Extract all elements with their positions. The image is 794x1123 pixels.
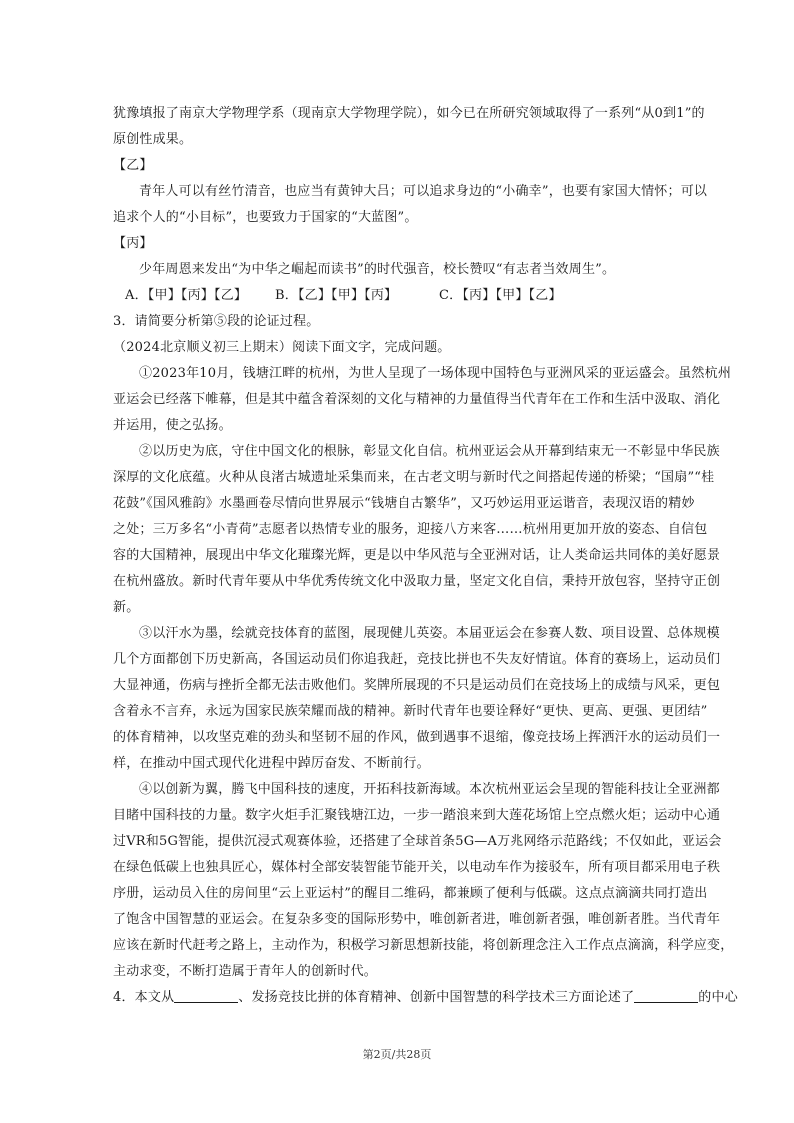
text-line: 几个方面都创下历史新高，各国运动员们你追我赶，竞技比拼也不失友好情谊。体育的赛场上，运动员们 xyxy=(113,652,721,667)
text-line: 犹豫填报了南京大学物理学系（现南京大学物理学院），如今已在所研究领域取得了一系列“从0到1”的 xyxy=(113,106,705,121)
text-line: 青年人可以有丝竹清音，也应当有黄钟大吕；可以追求身边的“小确幸”，也要有家国大情怀；可以 xyxy=(139,184,708,199)
text-line: 容的大国精神，展现出中华文化璀璨光辉，更是以中华风范与全亚洲对话，让人类命运共同体的美好愿景 xyxy=(113,548,721,563)
question-4-prefix: 4．本文从 xyxy=(113,990,175,1005)
text-line: 序册，运动员入住的房间里“云上亚运村”的醒目二维码，都兼顾了便利与低碳。这点点滴滴共同打造出 xyxy=(113,886,708,901)
option-a: A．【甲】【丙】【乙】 xyxy=(125,288,248,303)
answer-blank-2[interactable] xyxy=(634,988,698,1003)
text-line: 目睹中国科技的力量。数字火炬手汇聚钱塘江边，一步一踏浪来到大莲花场馆上空点燃火炬；运动中心通 xyxy=(113,808,721,823)
text-line: 在杭州盛放。新时代青年要从中华优秀传统文化中汲取力量，坚定文化自信，秉持开放包容，坚持守正创 xyxy=(113,574,721,589)
question-4 xyxy=(113,985,738,1011)
text-line: 花鼓”《国风雅韵》水墨画卷尽情向世界展示“钱塘自古繁华”，又巧妙运用亚运谐音，表现汉语的精妙 xyxy=(113,496,695,511)
article-paragraph-1 xyxy=(113,361,732,439)
option-b: B．【乙】【甲】【丙】 xyxy=(275,288,398,303)
text-line: 大显神通，伤病与挫折全都无法击败他们。奖牌所展现的不只是运动员们在竞技场上的成绩与风采，更包 xyxy=(113,678,721,693)
text-line: 了饱含中国智慧的亚运会。在复杂多变的国际形势中，唯创新者进，唯创新者强，唯创新者胜。当代青年 xyxy=(113,912,721,927)
answer-options xyxy=(113,283,687,309)
text-line: 在绿色低碳上也独具匠心，媒体村全部安装智能节能开关，以电动车作为接驳车，所有项目都采用电子秩 xyxy=(113,860,721,875)
page-content xyxy=(113,101,738,1011)
text-line: ③以汗水为墨，绘就竞技体育的蓝图，展现健儿英姿。本届亚运会在参赛人数、项目设置、总体规模 xyxy=(139,626,720,641)
section-yi xyxy=(113,153,708,231)
text-line: 深厚的文化底蕴。火种从良渚古城遗址采集而来，在古老文明与新时代之间搭起传递的桥梁；“国扇”“桂 xyxy=(113,470,715,485)
top-paragraph xyxy=(113,101,705,153)
article-paragraph-3 xyxy=(113,621,721,777)
question-4-suffix: 的中心 xyxy=(698,990,738,1005)
text-line: ②以历史为底，守住中国文化的根脉，彰显文化自信。杭州亚运会从开幕到结束无一不彰显中华民族 xyxy=(139,444,720,459)
text-line: 含着永不言弃，永远为国家民族荣耀而战的精神。新时代青年也要诠释好“更快、更高、更强、更团结” xyxy=(113,704,708,719)
text-line: 亚运会已经落下帷幕，但是其中蕴含着深刻的文化与精神的力量值得当代青年在工作和生活中汲取、消化 xyxy=(113,392,721,407)
text-line: 少年周恩来发出“为中华之崛起而读书”的时代强音，校长赞叹“有志者当效周生”。 xyxy=(139,262,616,277)
text-line: 新。 xyxy=(113,600,140,615)
page-number-footer: 第2页/共28页 xyxy=(362,1048,432,1061)
text-line: 样，在推动中国式现代化进程中踔厉奋发、不断前行。 xyxy=(113,756,430,771)
section-bing xyxy=(113,231,687,283)
text-line: 原创性成果。 xyxy=(113,132,193,147)
question-3: 3．请简要分析第⑤段的论证过程。 xyxy=(113,314,320,329)
question-4-middle: 、发扬竞技比拼的体育精神、创新中国智慧的科学技术三方面论述了 xyxy=(238,990,635,1005)
text-line: 之处；三万多名“小青荷”志愿者以热情专业的服务，迎接八方来客……杭州用更加开放的姿态、自信包 xyxy=(113,522,708,537)
section-label-yi: 【乙】 xyxy=(113,158,153,173)
article-paragraph-4 xyxy=(113,777,734,985)
source-line: （2024北京顺义初三上期末）阅读下面文字，完成问题。 xyxy=(113,340,451,355)
text-line: ④以创新为翼，腾飞中国科技的速度，开拓科技新海域。本次杭州亚运会呈现的智能科技让全亚洲都 xyxy=(139,782,720,797)
text-line: 追求个人的“小目标”，也要致力于国家的“大蓝图”。 xyxy=(113,210,418,225)
text-line: 过VR和5G智能，提供沉浸式观赛体验，还搭建了全球首条5G—A万兆网络示范路线；不仅如此，亚运会 xyxy=(113,834,722,849)
answer-blank-1[interactable] xyxy=(174,988,238,1003)
text-line: 的体育精神，以攻坚克难的劲头和坚韧不屈的作风，做到遇事不退缩，像竞技场上挥洒汗水的运动员们一 xyxy=(113,730,721,745)
text-line: ①2023年10月，钱塘江畔的杭州，为世人呈现了一场体现中国特色与亚洲风采的亚运盛会。虽然杭州 xyxy=(139,366,732,381)
option-c: C．【丙】【甲】【乙】 xyxy=(439,288,562,303)
text-line: 并运用，使之弘扬。 xyxy=(113,418,232,433)
text-line: 主动求变，不断打造属于青年人的创新时代。 xyxy=(113,964,378,979)
article-paragraph-2 xyxy=(113,439,721,621)
section-label-bing: 【丙】 xyxy=(113,236,153,251)
text-line: 应该在新时代赶考之路上，主动作为，积极学习新思想新技能，将创新理念注入工作点点滴滴，科学应变， xyxy=(113,938,734,953)
